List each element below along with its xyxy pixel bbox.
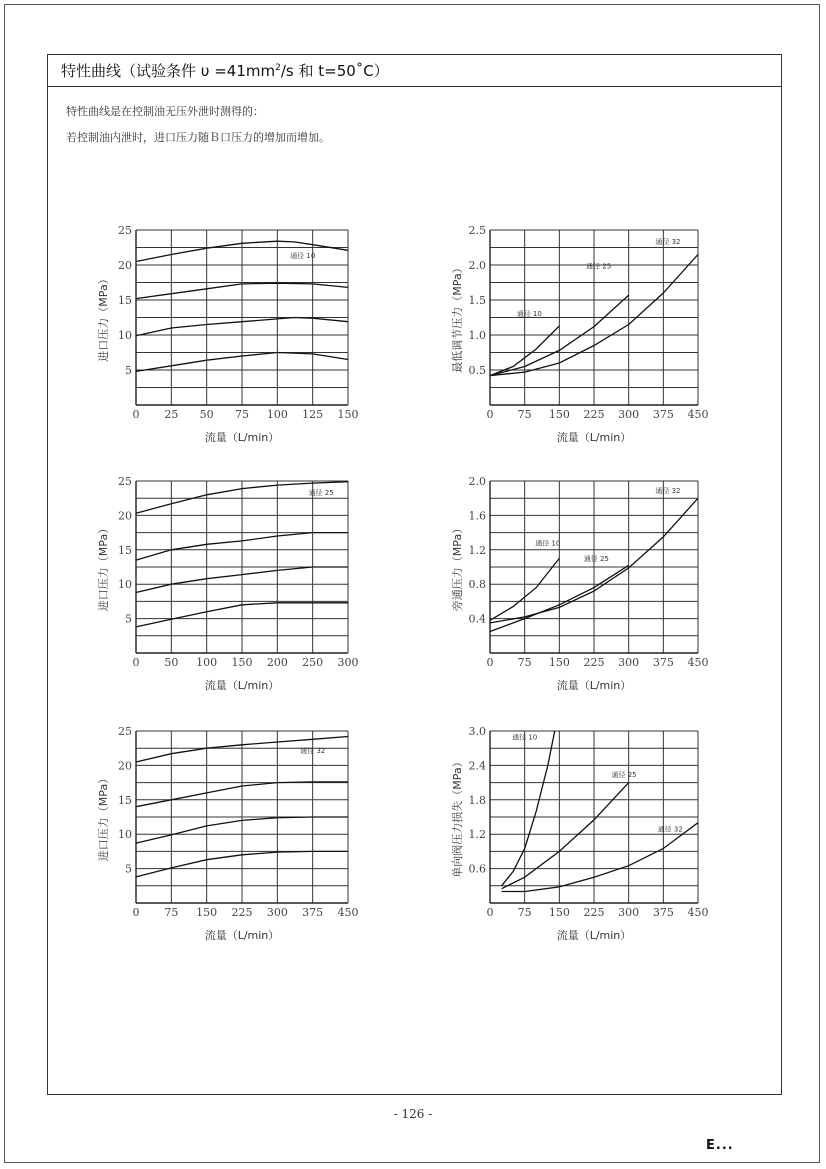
series-annotation: 通径 32 — [657, 825, 683, 834]
x-tick-label: 50 — [199, 408, 214, 421]
x-tick-label: 0 — [486, 408, 494, 421]
x-axis-title: 流量（L/min） — [556, 679, 632, 692]
x-tick-label: 75 — [517, 906, 532, 919]
corner-logo-mark: E... — [706, 1138, 734, 1153]
x-tick-label: 150 — [548, 906, 570, 919]
y-tick-label: 1.0 — [468, 329, 486, 342]
series-annotation: 通径 25 — [308, 488, 334, 497]
y-tick-label: 25 — [118, 224, 132, 237]
y-axis-title: 进口压力（MPa） — [97, 273, 110, 362]
series-line — [502, 783, 629, 889]
series-annotation: 通径 32 — [300, 747, 326, 756]
y-tick-label: 15 — [118, 294, 132, 307]
y-tick-label: 10 — [118, 828, 132, 842]
x-tick-label: 450 — [337, 906, 359, 919]
x-tick-label: 0 — [132, 408, 140, 421]
y-axis-title: 单向阀压力损失（MPa） — [451, 756, 464, 878]
x-tick-label: 0 — [486, 906, 494, 919]
page-number: - 126 - — [393, 1107, 433, 1121]
y-tick-label: 10 — [118, 578, 132, 592]
series-annotation: 通径 32 — [655, 487, 681, 496]
y-tick-label: 1.8 — [468, 793, 486, 807]
x-tick-label: 75 — [164, 906, 179, 919]
x-tick-label: 450 — [687, 408, 709, 421]
x-tick-label: 150 — [548, 656, 570, 669]
y-tick-label: 15 — [118, 793, 132, 807]
x-tick-label: 375 — [652, 906, 674, 919]
x-tick-label: 150 — [231, 656, 253, 669]
y-tick-label: 20 — [118, 759, 132, 773]
section-title-tail: /s 和 t=50˚C） — [280, 62, 389, 80]
x-axis-title: 流量（L/min） — [556, 929, 632, 942]
x-tick-label: 375 — [652, 408, 674, 421]
y-tick-label: 20 — [118, 259, 132, 272]
series-line — [502, 731, 555, 886]
x-tick-label: 125 — [302, 408, 324, 421]
x-tick-label: 0 — [486, 656, 494, 669]
y-tick-label: 25 — [118, 725, 132, 738]
y-tick-label: 0.6 — [468, 862, 486, 876]
chart-3 — [96, 475, 359, 692]
x-tick-label: 75 — [517, 408, 532, 421]
x-tick-label: 375 — [652, 656, 674, 669]
y-tick-label: 5 — [125, 612, 132, 626]
x-tick-label: 100 — [266, 408, 288, 421]
y-axis-title: 进口压力（MPa） — [97, 772, 110, 862]
chart-1 — [96, 224, 359, 444]
y-tick-label: 1.6 — [468, 509, 486, 523]
y-axis-title: 旁通压力（MPa） — [451, 522, 464, 612]
x-tick-label: 250 — [302, 656, 324, 669]
x-tick-label: 150 — [548, 408, 570, 421]
y-tick-label: 3.0 — [468, 725, 486, 738]
y-tick-label: 15 — [118, 543, 132, 557]
series-annotation: 通径 10 — [535, 539, 561, 548]
intro-line-1: 特性曲线是在控制油无压外泄时测得的： — [66, 105, 264, 118]
series-annotation: 通径 10 — [512, 733, 538, 742]
y-tick-label: 2.0 — [468, 475, 486, 488]
x-tick-label: 450 — [687, 656, 709, 669]
x-axis-title: 流量（L/min） — [204, 431, 280, 444]
x-tick-label: 300 — [618, 656, 640, 669]
x-tick-label: 0 — [132, 906, 140, 919]
x-tick-label: 375 — [302, 906, 324, 919]
series-annotation: 通径 32 — [655, 238, 681, 246]
y-tick-label: 0.5 — [468, 364, 486, 377]
x-tick-label: 75 — [235, 408, 249, 421]
x-axis-title: 流量（L/min） — [204, 679, 280, 692]
series-annotation: 通径 10 — [516, 310, 542, 319]
series-annotation: 通径 25 — [586, 262, 612, 271]
y-tick-label: 2.5 — [468, 224, 486, 237]
x-tick-label: 225 — [583, 408, 605, 421]
y-axis-title: 最低调节压力（MPa） — [451, 262, 464, 373]
x-axis-title: 流量（L/min） — [204, 929, 280, 942]
x-tick-label: 100 — [196, 656, 218, 669]
x-tick-label: 300 — [266, 906, 288, 919]
x-tick-label: 300 — [618, 408, 640, 421]
y-tick-label: 1.5 — [468, 294, 486, 307]
x-tick-label: 0 — [132, 656, 140, 669]
x-tick-label: 300 — [618, 906, 640, 919]
y-tick-label: 1.2 — [468, 828, 486, 842]
y-tick-label: 1.2 — [468, 543, 486, 557]
series-annotation: 通径 10 — [290, 252, 316, 260]
x-tick-label: 50 — [164, 656, 179, 669]
x-tick-label: 200 — [266, 656, 288, 669]
chart-5 — [96, 725, 359, 942]
y-tick-label: 20 — [118, 509, 132, 523]
x-tick-label: 150 — [196, 906, 218, 919]
y-tick-label: 5 — [125, 862, 132, 876]
x-tick-label: 450 — [687, 906, 709, 919]
y-tick-label: 0.8 — [468, 578, 486, 592]
y-tick-label: 2.0 — [468, 259, 486, 272]
series-annotation: 通径 25 — [611, 770, 637, 779]
x-tick-label: 75 — [517, 656, 532, 669]
x-tick-label: 225 — [231, 906, 253, 919]
y-tick-label: 10 — [118, 329, 132, 342]
y-axis-title: 进口压力（MPa） — [97, 522, 110, 612]
x-tick-label: 225 — [583, 906, 605, 919]
section-title-main: 特性曲线（试验条件 υ =41mm — [61, 62, 276, 80]
y-tick-label: 25 — [118, 475, 132, 488]
section-title-superscript: 2 — [275, 63, 281, 73]
chart-2 — [450, 224, 709, 444]
x-axis-title: 流量（L/min） — [556, 431, 632, 444]
x-tick-label: 150 — [337, 408, 359, 421]
y-tick-label: 5 — [125, 364, 132, 377]
x-tick-label: 25 — [164, 408, 179, 421]
chart-4 — [450, 475, 709, 692]
x-tick-label: 300 — [337, 656, 359, 669]
y-tick-label: 2.4 — [468, 759, 486, 773]
series-annotation: 通径 25 — [583, 554, 609, 563]
chart-6 — [450, 725, 709, 942]
x-tick-label: 225 — [583, 656, 605, 669]
intro-line-2: 若控制油内泄时，进口压力随Ｂ口压力的增加而增加。 — [66, 131, 330, 144]
y-tick-label: 0.4 — [468, 612, 486, 626]
